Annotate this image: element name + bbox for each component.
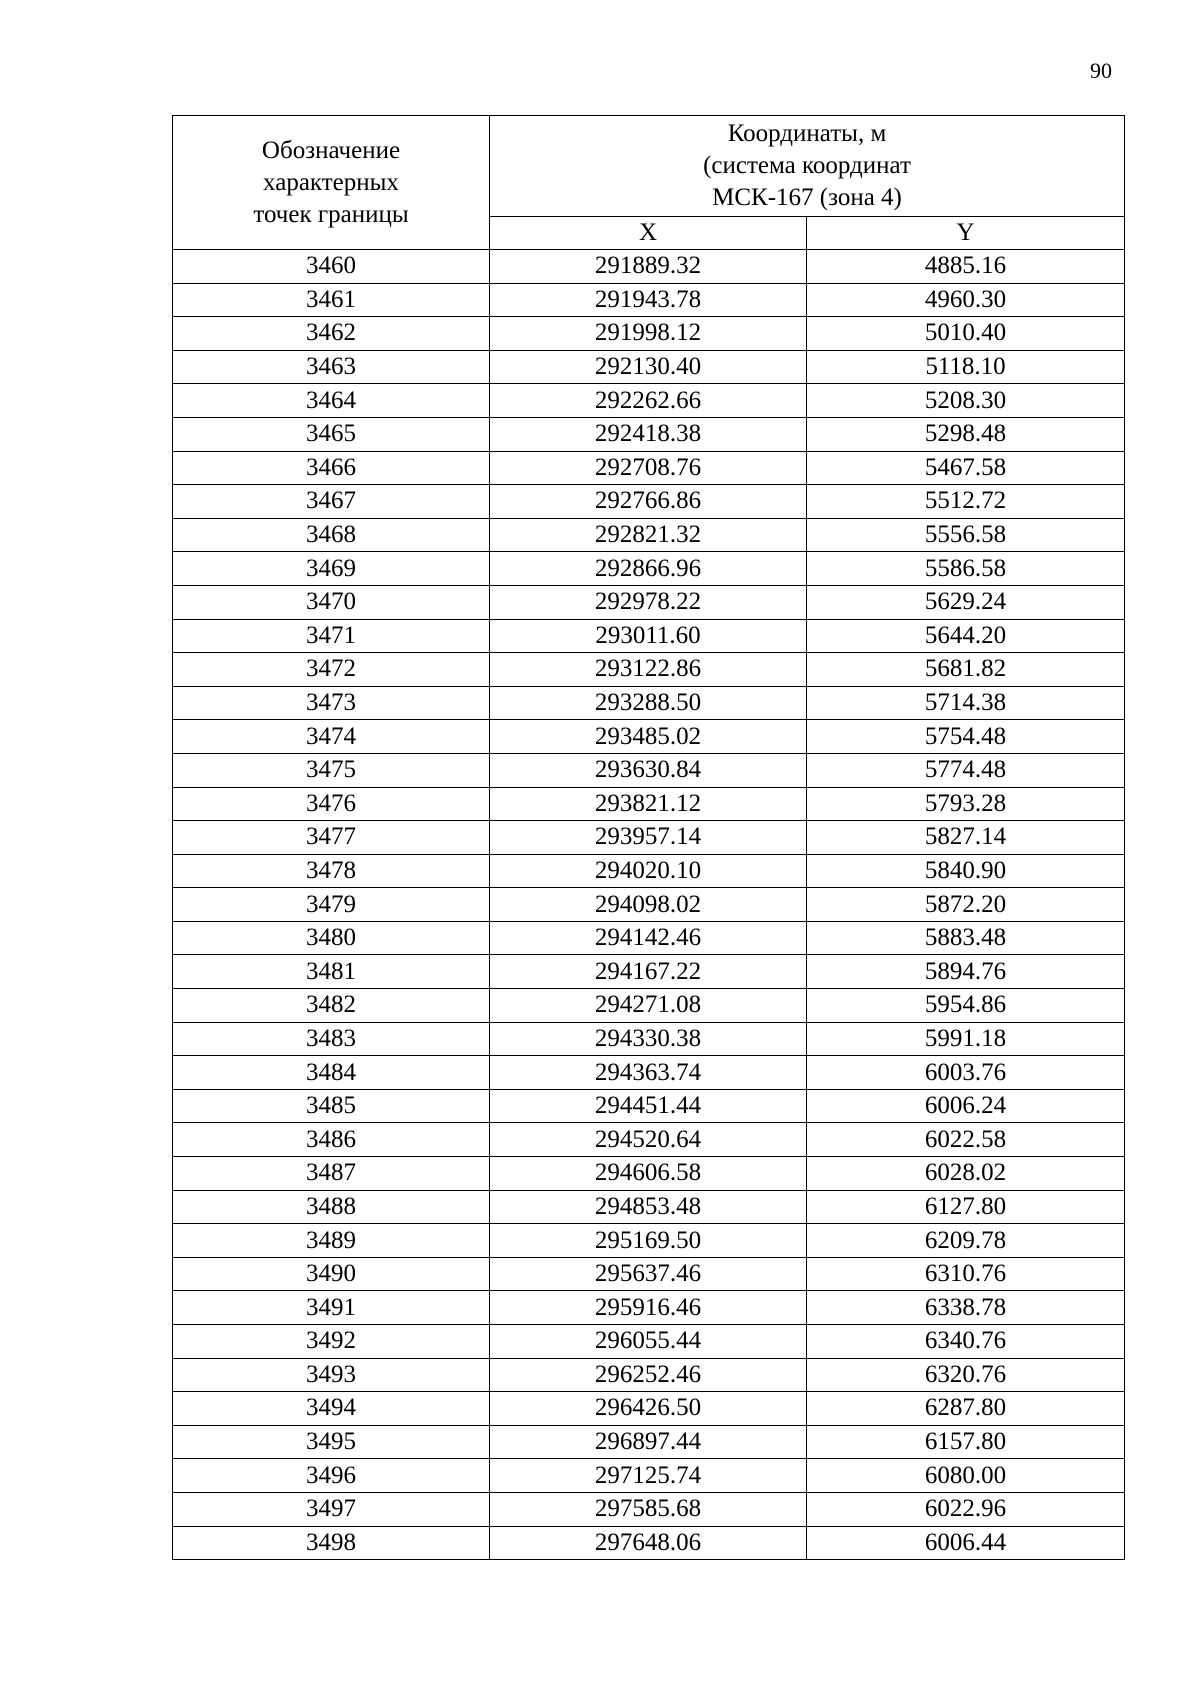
y-coordinate-cell: 4885.16 — [807, 250, 1125, 284]
x-coordinate-cell: 294020.10 — [490, 854, 807, 888]
table-row — [173, 888, 1125, 922]
y-coordinate-cell: 6310.76 — [807, 1257, 1125, 1291]
y-coordinate-cell: 6022.96 — [807, 1492, 1125, 1526]
x-coordinate-cell: 296426.50 — [490, 1392, 807, 1426]
header-point-line-2: характерных — [263, 168, 399, 196]
header-coords-line-1: Координаты, м — [727, 120, 887, 147]
point-id-cell: 3492 — [173, 1325, 490, 1359]
table-header — [173, 116, 1125, 250]
x-coordinate-cell: 292978.22 — [490, 585, 807, 619]
table-row — [173, 1022, 1125, 1056]
point-id-cell: 3483 — [173, 1022, 490, 1056]
x-coordinate-cell: 294853.48 — [490, 1190, 807, 1224]
table-row — [173, 955, 1125, 989]
y-coordinate-cell: 6022.58 — [807, 1123, 1125, 1157]
y-coordinate-cell: 5883.48 — [807, 921, 1125, 955]
header-x: X — [490, 217, 807, 250]
x-coordinate-cell: 296252.46 — [490, 1358, 807, 1392]
table-row — [173, 854, 1125, 888]
table-row — [173, 317, 1125, 351]
y-coordinate-cell: 5954.86 — [807, 989, 1125, 1023]
point-id-cell: 3466 — [173, 451, 490, 485]
point-id-cell: 3463 — [173, 350, 490, 384]
header-point-designation — [173, 116, 490, 250]
table-row — [173, 1257, 1125, 1291]
x-coordinate-cell: 293957.14 — [490, 821, 807, 855]
point-id-cell: 3484 — [173, 1056, 490, 1090]
y-coordinate-cell: 5774.48 — [807, 753, 1125, 787]
y-coordinate-cell: 6157.80 — [807, 1425, 1125, 1459]
point-id-cell: 3485 — [173, 1089, 490, 1123]
table-row — [173, 653, 1125, 687]
table-row — [173, 350, 1125, 384]
x-coordinate-cell: 292262.66 — [490, 384, 807, 418]
y-coordinate-cell: 5644.20 — [807, 619, 1125, 653]
x-coordinate-cell: 292766.86 — [490, 485, 807, 519]
table-row — [173, 753, 1125, 787]
x-coordinate-cell: 295916.46 — [490, 1291, 807, 1325]
point-id-cell: 3470 — [173, 585, 490, 619]
table-row — [173, 585, 1125, 619]
x-coordinate-cell: 292821.32 — [490, 518, 807, 552]
point-id-cell: 3464 — [173, 384, 490, 418]
point-id-cell: 3474 — [173, 720, 490, 754]
y-coordinate-cell: 6006.24 — [807, 1089, 1125, 1123]
x-coordinate-cell: 294363.74 — [490, 1056, 807, 1090]
table-row — [173, 989, 1125, 1023]
x-coordinate-cell: 294271.08 — [490, 989, 807, 1023]
x-coordinate-cell: 294167.22 — [490, 955, 807, 989]
point-id-cell: 3489 — [173, 1224, 490, 1258]
coordinates-table — [172, 115, 1125, 1560]
table-row — [173, 283, 1125, 317]
point-id-cell: 3482 — [173, 989, 490, 1023]
point-id-cell: 3472 — [173, 653, 490, 687]
x-coordinate-cell: 293821.12 — [490, 787, 807, 821]
page-number: 90 — [1090, 58, 1112, 83]
y-coordinate-cell: 5556.58 — [807, 518, 1125, 552]
table-row — [173, 1459, 1125, 1493]
y-coordinate-cell: 5714.38 — [807, 686, 1125, 720]
x-coordinate-cell: 292130.40 — [490, 350, 807, 384]
x-coordinate-cell: 293011.60 — [490, 619, 807, 653]
y-coordinate-cell: 5298.48 — [807, 417, 1125, 451]
x-coordinate-cell: 293122.86 — [490, 653, 807, 687]
y-coordinate-cell: 5754.48 — [807, 720, 1125, 754]
point-id-cell: 3477 — [173, 821, 490, 855]
x-coordinate-cell: 291943.78 — [490, 283, 807, 317]
table-row — [173, 1325, 1125, 1359]
y-coordinate-cell: 6338.78 — [807, 1291, 1125, 1325]
x-coordinate-cell: 294142.46 — [490, 921, 807, 955]
header-point-line-1: Обозначение — [261, 136, 401, 164]
x-coordinate-cell: 295169.50 — [490, 1224, 807, 1258]
point-id-cell: 3493 — [173, 1358, 490, 1392]
point-id-cell: 3468 — [173, 518, 490, 552]
table-row — [173, 1190, 1125, 1224]
header-row-top — [173, 116, 1125, 217]
table-row — [173, 1425, 1125, 1459]
y-coordinate-cell: 6080.00 — [807, 1459, 1125, 1493]
header-coordinates — [490, 116, 1125, 217]
point-id-cell: 3473 — [173, 686, 490, 720]
x-coordinate-cell: 291889.32 — [490, 250, 807, 284]
y-coordinate-cell: 4960.30 — [807, 283, 1125, 317]
point-id-cell: 3495 — [173, 1425, 490, 1459]
x-coordinate-cell: 292708.76 — [490, 451, 807, 485]
y-coordinate-cell: 5840.90 — [807, 854, 1125, 888]
x-coordinate-cell: 293288.50 — [490, 686, 807, 720]
point-id-cell: 3486 — [173, 1123, 490, 1157]
table-row — [173, 417, 1125, 451]
header-y: Y — [807, 217, 1125, 250]
table-row — [173, 1089, 1125, 1123]
x-coordinate-cell: 296055.44 — [490, 1325, 807, 1359]
y-coordinate-cell: 5827.14 — [807, 821, 1125, 855]
point-id-cell: 3467 — [173, 485, 490, 519]
point-id-cell: 3461 — [173, 283, 490, 317]
x-coordinate-cell: 291998.12 — [490, 317, 807, 351]
table-row — [173, 787, 1125, 821]
y-coordinate-cell: 5793.28 — [807, 787, 1125, 821]
table-row — [173, 1492, 1125, 1526]
point-id-cell: 3498 — [173, 1526, 490, 1560]
table-body — [173, 250, 1125, 1560]
y-coordinate-cell: 5586.58 — [807, 552, 1125, 586]
point-id-cell: 3481 — [173, 955, 490, 989]
x-coordinate-cell: 293485.02 — [490, 720, 807, 754]
y-coordinate-cell: 5629.24 — [807, 585, 1125, 619]
point-id-cell: 3494 — [173, 1392, 490, 1426]
table-row — [173, 1224, 1125, 1258]
x-coordinate-cell: 295637.46 — [490, 1257, 807, 1291]
table-row — [173, 485, 1125, 519]
y-coordinate-cell: 5118.10 — [807, 350, 1125, 384]
table-row — [173, 384, 1125, 418]
y-coordinate-cell: 5010.40 — [807, 317, 1125, 351]
x-coordinate-cell: 294451.44 — [490, 1089, 807, 1123]
point-id-cell: 3496 — [173, 1459, 490, 1493]
point-id-cell: 3491 — [173, 1291, 490, 1325]
table-row — [173, 552, 1125, 586]
x-coordinate-cell: 294606.58 — [490, 1157, 807, 1191]
x-coordinate-cell: 296897.44 — [490, 1425, 807, 1459]
point-id-cell: 3490 — [173, 1257, 490, 1291]
table-row — [173, 1123, 1125, 1157]
x-coordinate-cell: 294330.38 — [490, 1022, 807, 1056]
x-coordinate-cell: 292418.38 — [490, 417, 807, 451]
point-id-cell: 3460 — [173, 250, 490, 284]
table-row — [173, 686, 1125, 720]
y-coordinate-cell: 6287.80 — [807, 1392, 1125, 1426]
y-coordinate-cell: 6127.80 — [807, 1190, 1125, 1224]
table-row — [173, 1392, 1125, 1426]
header-coords-line-2: (система координат — [703, 152, 911, 179]
x-coordinate-cell: 297125.74 — [490, 1459, 807, 1493]
point-id-cell: 3480 — [173, 921, 490, 955]
table-row — [173, 1358, 1125, 1392]
table-row — [173, 921, 1125, 955]
y-coordinate-cell: 5872.20 — [807, 888, 1125, 922]
y-coordinate-cell: 6003.76 — [807, 1056, 1125, 1090]
y-coordinate-cell: 6028.02 — [807, 1157, 1125, 1191]
point-id-cell: 3475 — [173, 753, 490, 787]
y-coordinate-cell: 5894.76 — [807, 955, 1125, 989]
table-row — [173, 518, 1125, 552]
table-row — [173, 619, 1125, 653]
header-point-line-3: точек границы — [253, 200, 409, 228]
table-row — [173, 1526, 1125, 1560]
y-coordinate-cell: 5681.82 — [807, 653, 1125, 687]
point-id-cell: 3469 — [173, 552, 490, 586]
point-id-cell: 3478 — [173, 854, 490, 888]
point-id-cell: 3479 — [173, 888, 490, 922]
point-id-cell: 3476 — [173, 787, 490, 821]
y-coordinate-cell: 5991.18 — [807, 1022, 1125, 1056]
table-row — [173, 250, 1125, 284]
x-coordinate-cell: 297648.06 — [490, 1526, 807, 1560]
point-id-cell: 3488 — [173, 1190, 490, 1224]
point-id-cell: 3487 — [173, 1157, 490, 1191]
header-coords-line-3: МСК-167 (зона 4) — [712, 184, 902, 211]
y-coordinate-cell: 5467.58 — [807, 451, 1125, 485]
x-coordinate-cell: 292866.96 — [490, 552, 807, 586]
table-row — [173, 451, 1125, 485]
x-coordinate-cell: 297585.68 — [490, 1492, 807, 1526]
table-row — [173, 821, 1125, 855]
point-id-cell: 3465 — [173, 417, 490, 451]
x-coordinate-cell: 294520.64 — [490, 1123, 807, 1157]
point-id-cell: 3462 — [173, 317, 490, 351]
y-coordinate-cell: 6340.76 — [807, 1325, 1125, 1359]
x-coordinate-cell: 293630.84 — [490, 753, 807, 787]
y-coordinate-cell: 6209.78 — [807, 1224, 1125, 1258]
table-row — [173, 720, 1125, 754]
y-coordinate-cell: 5208.30 — [807, 384, 1125, 418]
point-id-cell: 3497 — [173, 1492, 490, 1526]
point-id-cell: 3471 — [173, 619, 490, 653]
table-row — [173, 1157, 1125, 1191]
y-coordinate-cell: 6006.44 — [807, 1526, 1125, 1560]
table-row — [173, 1056, 1125, 1090]
y-coordinate-cell: 5512.72 — [807, 485, 1125, 519]
x-coordinate-cell: 294098.02 — [490, 888, 807, 922]
table-row — [173, 1291, 1125, 1325]
y-coordinate-cell: 6320.76 — [807, 1358, 1125, 1392]
